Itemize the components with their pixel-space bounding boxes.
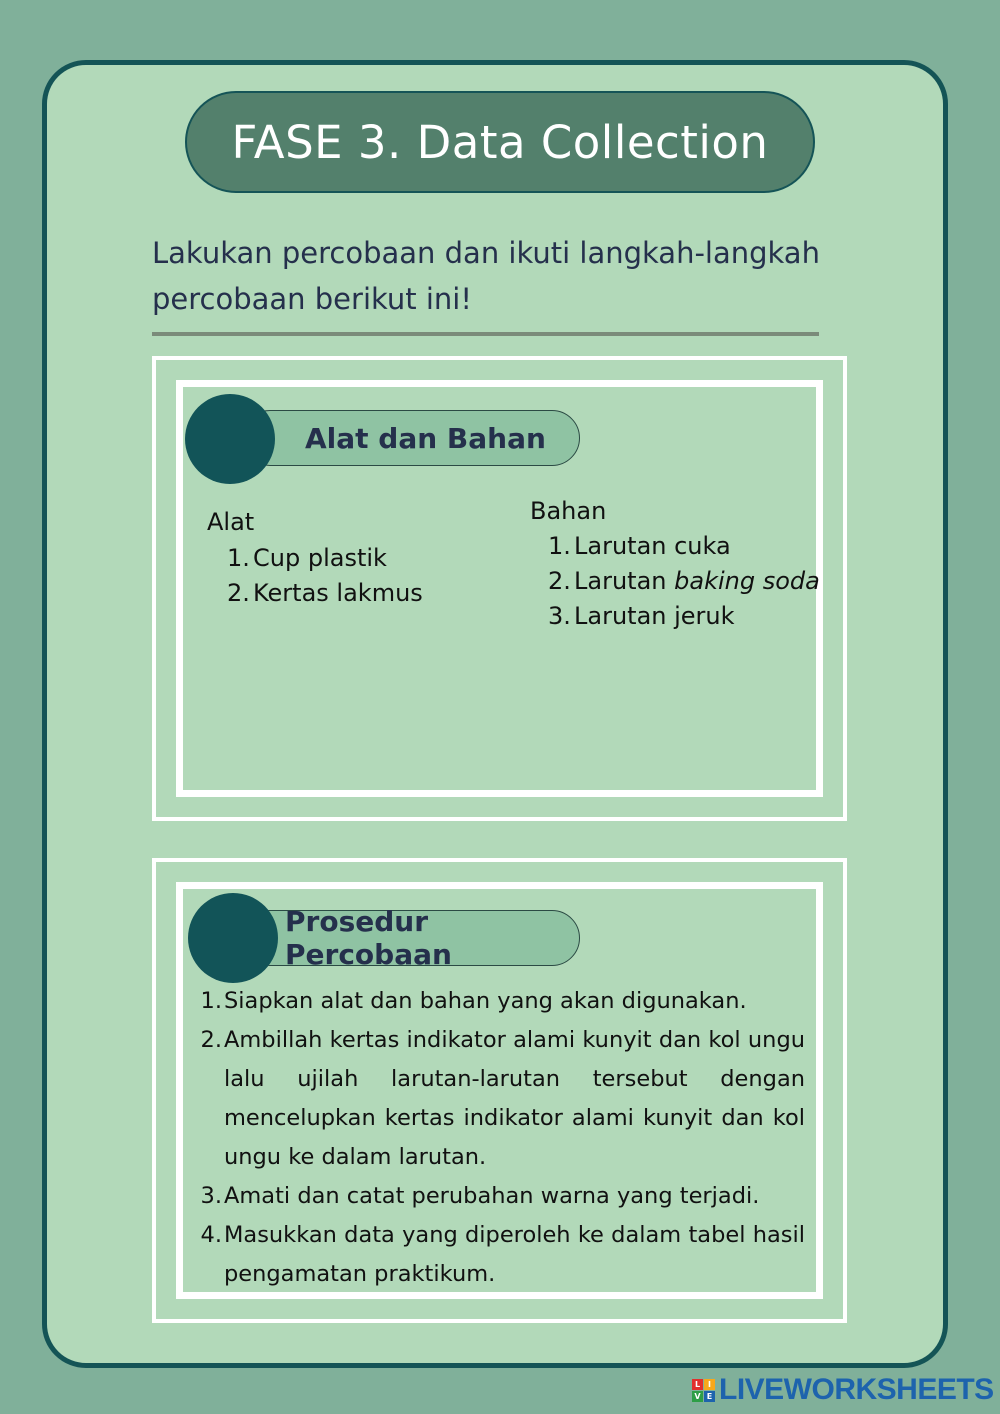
list-item: 3. Larutan jeruk [548,601,735,630]
list-item: 1. Larutan cuka [548,531,731,560]
instruction-text [152,230,852,322]
tools-list [227,540,423,610]
ingredients-list [548,528,820,633]
list-item: 2. Ambillah kertas indikator alami kunyit dan kol ungu lalu ujilah larutan-larutan tersebut dengan mencelupkan kertas indikator alami kunyit dan kol ungu ke dalam larutan. [200,1027,805,1170]
liveworksheets-logo[interactable] [692,1374,994,1406]
instruction-line-2: percobaan berikut ini! [152,282,472,316]
list-item: 4. Masukkan data yang diperoleh ke dalam tabel hasil pengamatan praktikum. [200,1222,805,1287]
page-title: FASE 3. Data Collection [185,91,815,193]
list-item: 2. Larutan baking soda [548,566,820,595]
procedure-steps [200,982,805,1294]
instruction-line-1: Lakukan percobaan dan ikuti langkah-langkah [152,236,820,270]
logo-text: LIVEWORKSHEETS [719,1373,994,1406]
logo-block: L [692,1379,703,1390]
logo-block: I [704,1379,715,1390]
materials-bullet-circle [185,394,275,484]
logo-block: V [692,1391,703,1402]
procedure-title: Prosedur Percobaan [285,905,452,971]
procedure-header [242,905,580,971]
list-item: 2. Kertas lakmus [227,578,423,607]
divider [152,332,819,336]
procedure-bullet-circle [188,893,278,983]
ingredients-label: Bahan [530,497,607,525]
tools-label: Alat [207,508,255,536]
list-item: 1. Cup plastik [227,543,387,572]
materials-header [242,410,580,466]
list-item: 3. Amati dan catat perubahan warna yang terjadi. [200,1183,760,1209]
logo-block: E [704,1391,715,1402]
logo-blocks-icon [692,1379,715,1402]
list-item: 1. Siapkan alat dan bahan yang akan digunakan. [200,988,747,1014]
materials-title: Alat dan Bahan [305,421,546,455]
